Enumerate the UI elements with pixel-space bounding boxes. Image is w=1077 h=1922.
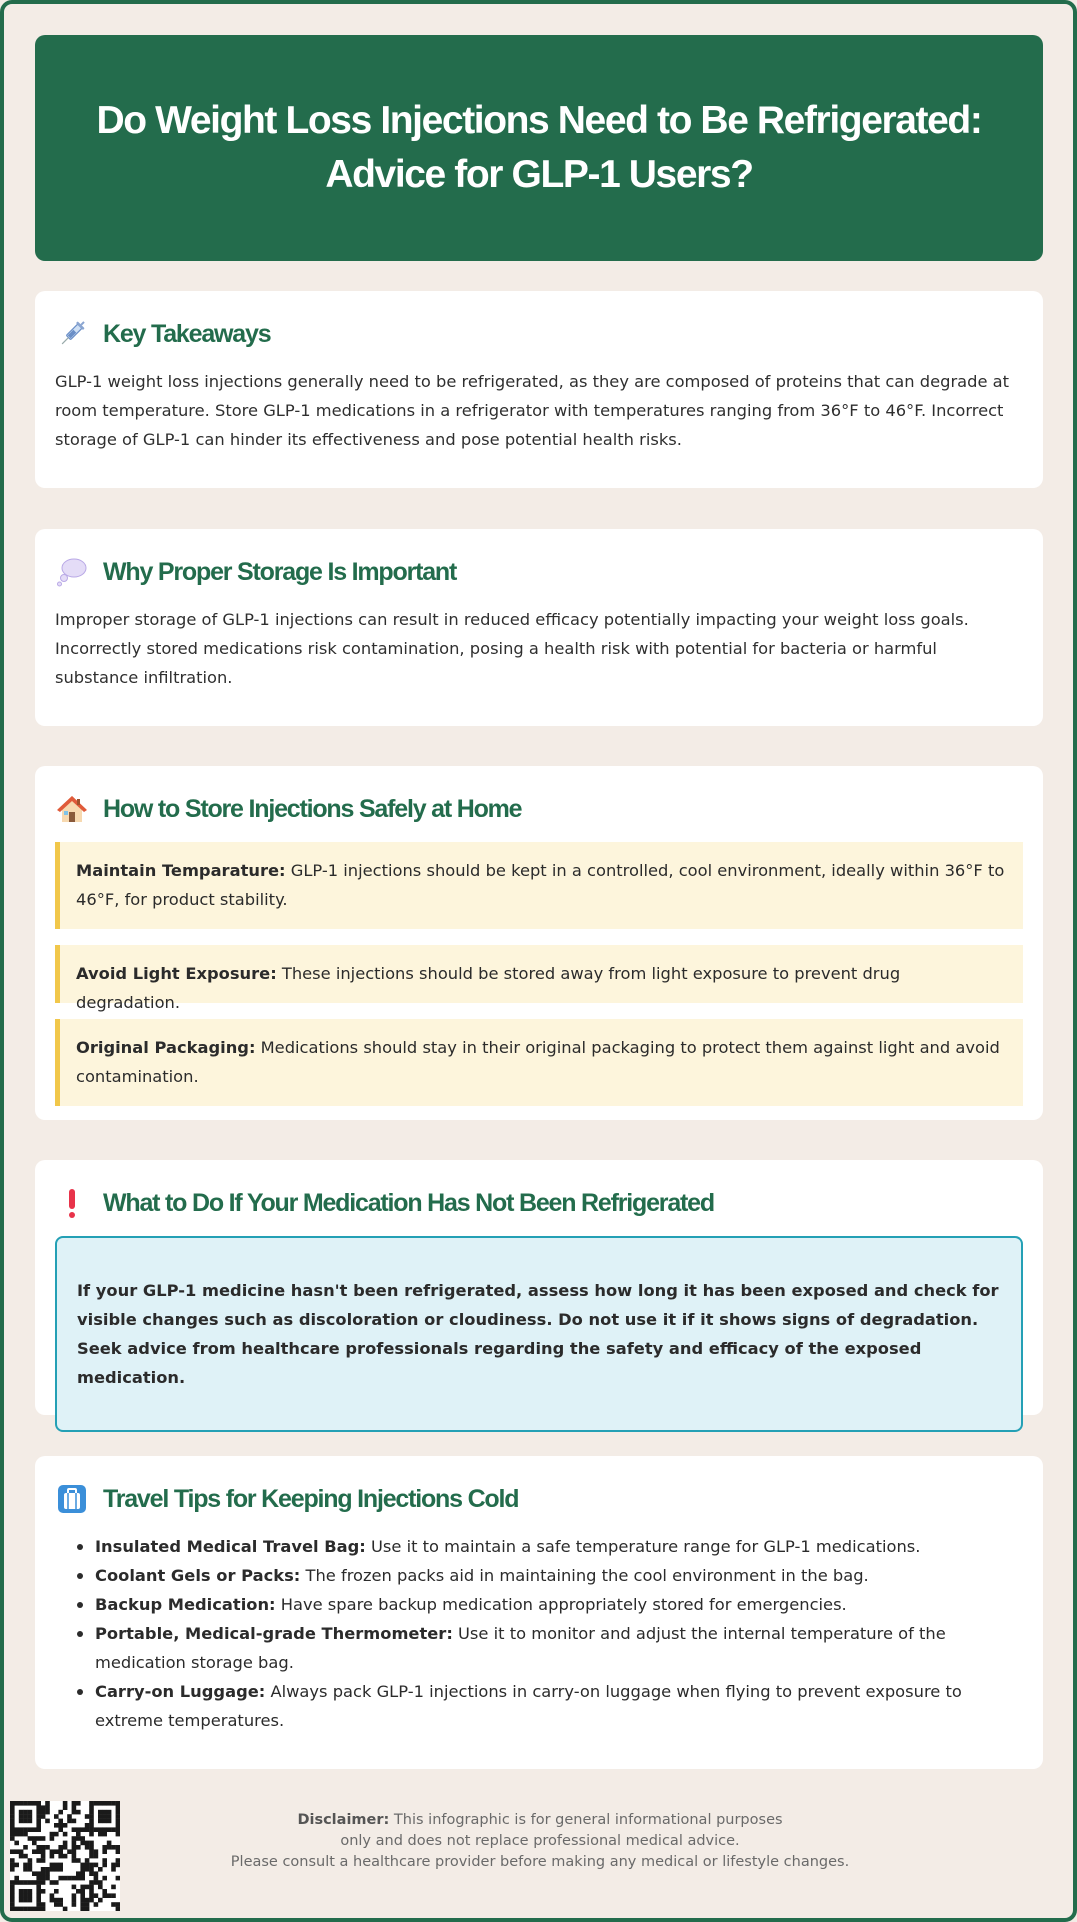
list-item — [75, 1590, 1023, 1619]
tip-label: Avoid Light Exposure: — [76, 964, 277, 983]
list-item — [75, 1561, 1023, 1590]
list-item-label: Portable, Medical-grade Thermometer: — [95, 1624, 453, 1643]
tip-text: GLP-1 injections should be kept in a controlled, cool environment, ideally within 36°F to 46°F, for product stability. — [76, 861, 1005, 909]
home-storage-card — [35, 766, 1043, 1120]
list-item-text: Use it to maintain a safe temperature range for GLP-1 medications. — [365, 1537, 921, 1556]
not-refrigerated-callout — [55, 1236, 1023, 1432]
key-takeaways-card — [35, 291, 1043, 488]
why-storage-text: Improper storage of GLP-1 injections can result in reduced efficacy potentially impacting your weight loss goals. Incorrectly stored medications risk contamination, posing a health risk with potential for bacteria or harmful substance infiltration. — [55, 610, 969, 687]
list-item-text: Always pack GLP-1 injections in carry-on luggage when flying to prevent exposure to extreme temperatures. — [95, 1682, 962, 1730]
travel-heading: Travel Tips for Keeping Injections Cold — [103, 1484, 519, 1513]
qr-code-icon[interactable] — [10, 1801, 120, 1911]
list-item — [75, 1677, 1023, 1735]
travel-list — [55, 1532, 1023, 1735]
page-title: Do Weight Loss Injections Need to Be Refrigerated: Advice for GLP-1 Users? — [96, 99, 982, 196]
list-item-label: Coolant Gels or Packs: — [95, 1566, 301, 1585]
home-storage-heading: How to Store Injections Safely at Home — [103, 794, 522, 823]
exclamation-icon — [55, 1186, 89, 1220]
list-item-text: The frozen packs aid in maintaining the cool environment in the bag. — [300, 1566, 869, 1585]
footer — [0, 1795, 1077, 1915]
key-takeaways-text: GLP-1 weight loss injections generally need to be refrigerated, as they are composed of proteins that can degrade at room temperature. Store GLP-1 medications in a refrigerator with temperatures ranging from 36°F to 46°F. Incorrect storage of GLP-1 can hinder its effectiveness and pose potential health risks. — [55, 372, 1010, 449]
house-icon — [55, 792, 89, 826]
tip-label: Maintain Temparature: — [76, 861, 286, 880]
tip-label: Original Packaging: — [76, 1038, 256, 1057]
list-item-label: Carry-on Luggage: — [95, 1682, 266, 1701]
disclaimer-line2: only and does not replace professional medical advice. — [340, 1833, 740, 1849]
not-refrigerated-card — [35, 1160, 1043, 1415]
disclaimer-line1: This infographic is for general informational purposes — [389, 1812, 783, 1828]
tip-item — [55, 842, 1023, 929]
list-item-text: Use it to monitor and adjust the internal temperature of the medication storage bag. — [95, 1624, 946, 1672]
thought-bubble-icon — [55, 555, 89, 589]
disclaimer-line3: Please consult a healthcare provider before making any medical or lifestyle changes. — [230, 1854, 850, 1870]
list-item — [75, 1619, 1023, 1677]
not-refrigerated-text: If your GLP-1 medicine hasn't been refrigerated, assess how long it has been exposed and check for visible changes such as discoloration or cloudiness. Do not use it if it shows signs of degradation. Seek advice from healthcare professionals regarding the safety and efficacy of the exposed medication. — [77, 1281, 999, 1387]
key-takeaways-heading: Key Takeaways — [103, 319, 271, 348]
tip-text: Medications should stay in their original packaging to protect them against light and avoid contamination. — [76, 1038, 1000, 1086]
disclaimer — [200, 1810, 880, 1873]
disclaimer-label: Disclaimer: — [297, 1812, 390, 1828]
why-storage-heading: Why Proper Storage Is Important — [103, 557, 457, 586]
page-header — [35, 35, 1043, 261]
list-item-label: Insulated Medical Travel Bag: — [95, 1537, 366, 1556]
luggage-icon — [55, 1482, 89, 1516]
list-item — [75, 1532, 1023, 1561]
travel-card — [35, 1456, 1043, 1769]
tip-item — [55, 945, 1023, 1012]
why-storage-card — [35, 529, 1043, 726]
tip-item — [55, 1019, 1023, 1106]
list-item-label: Backup Medication: — [95, 1595, 276, 1614]
list-item-text: Have spare backup medication appropriately stored for emergencies. — [275, 1595, 847, 1614]
tip-text: These injections should be stored away from light exposure to prevent drug degradation. — [76, 964, 901, 1012]
syringe-icon — [55, 317, 89, 351]
not-refrigerated-heading: What to Do If Your Medication Has Not Been Refrigerated — [103, 1188, 714, 1217]
